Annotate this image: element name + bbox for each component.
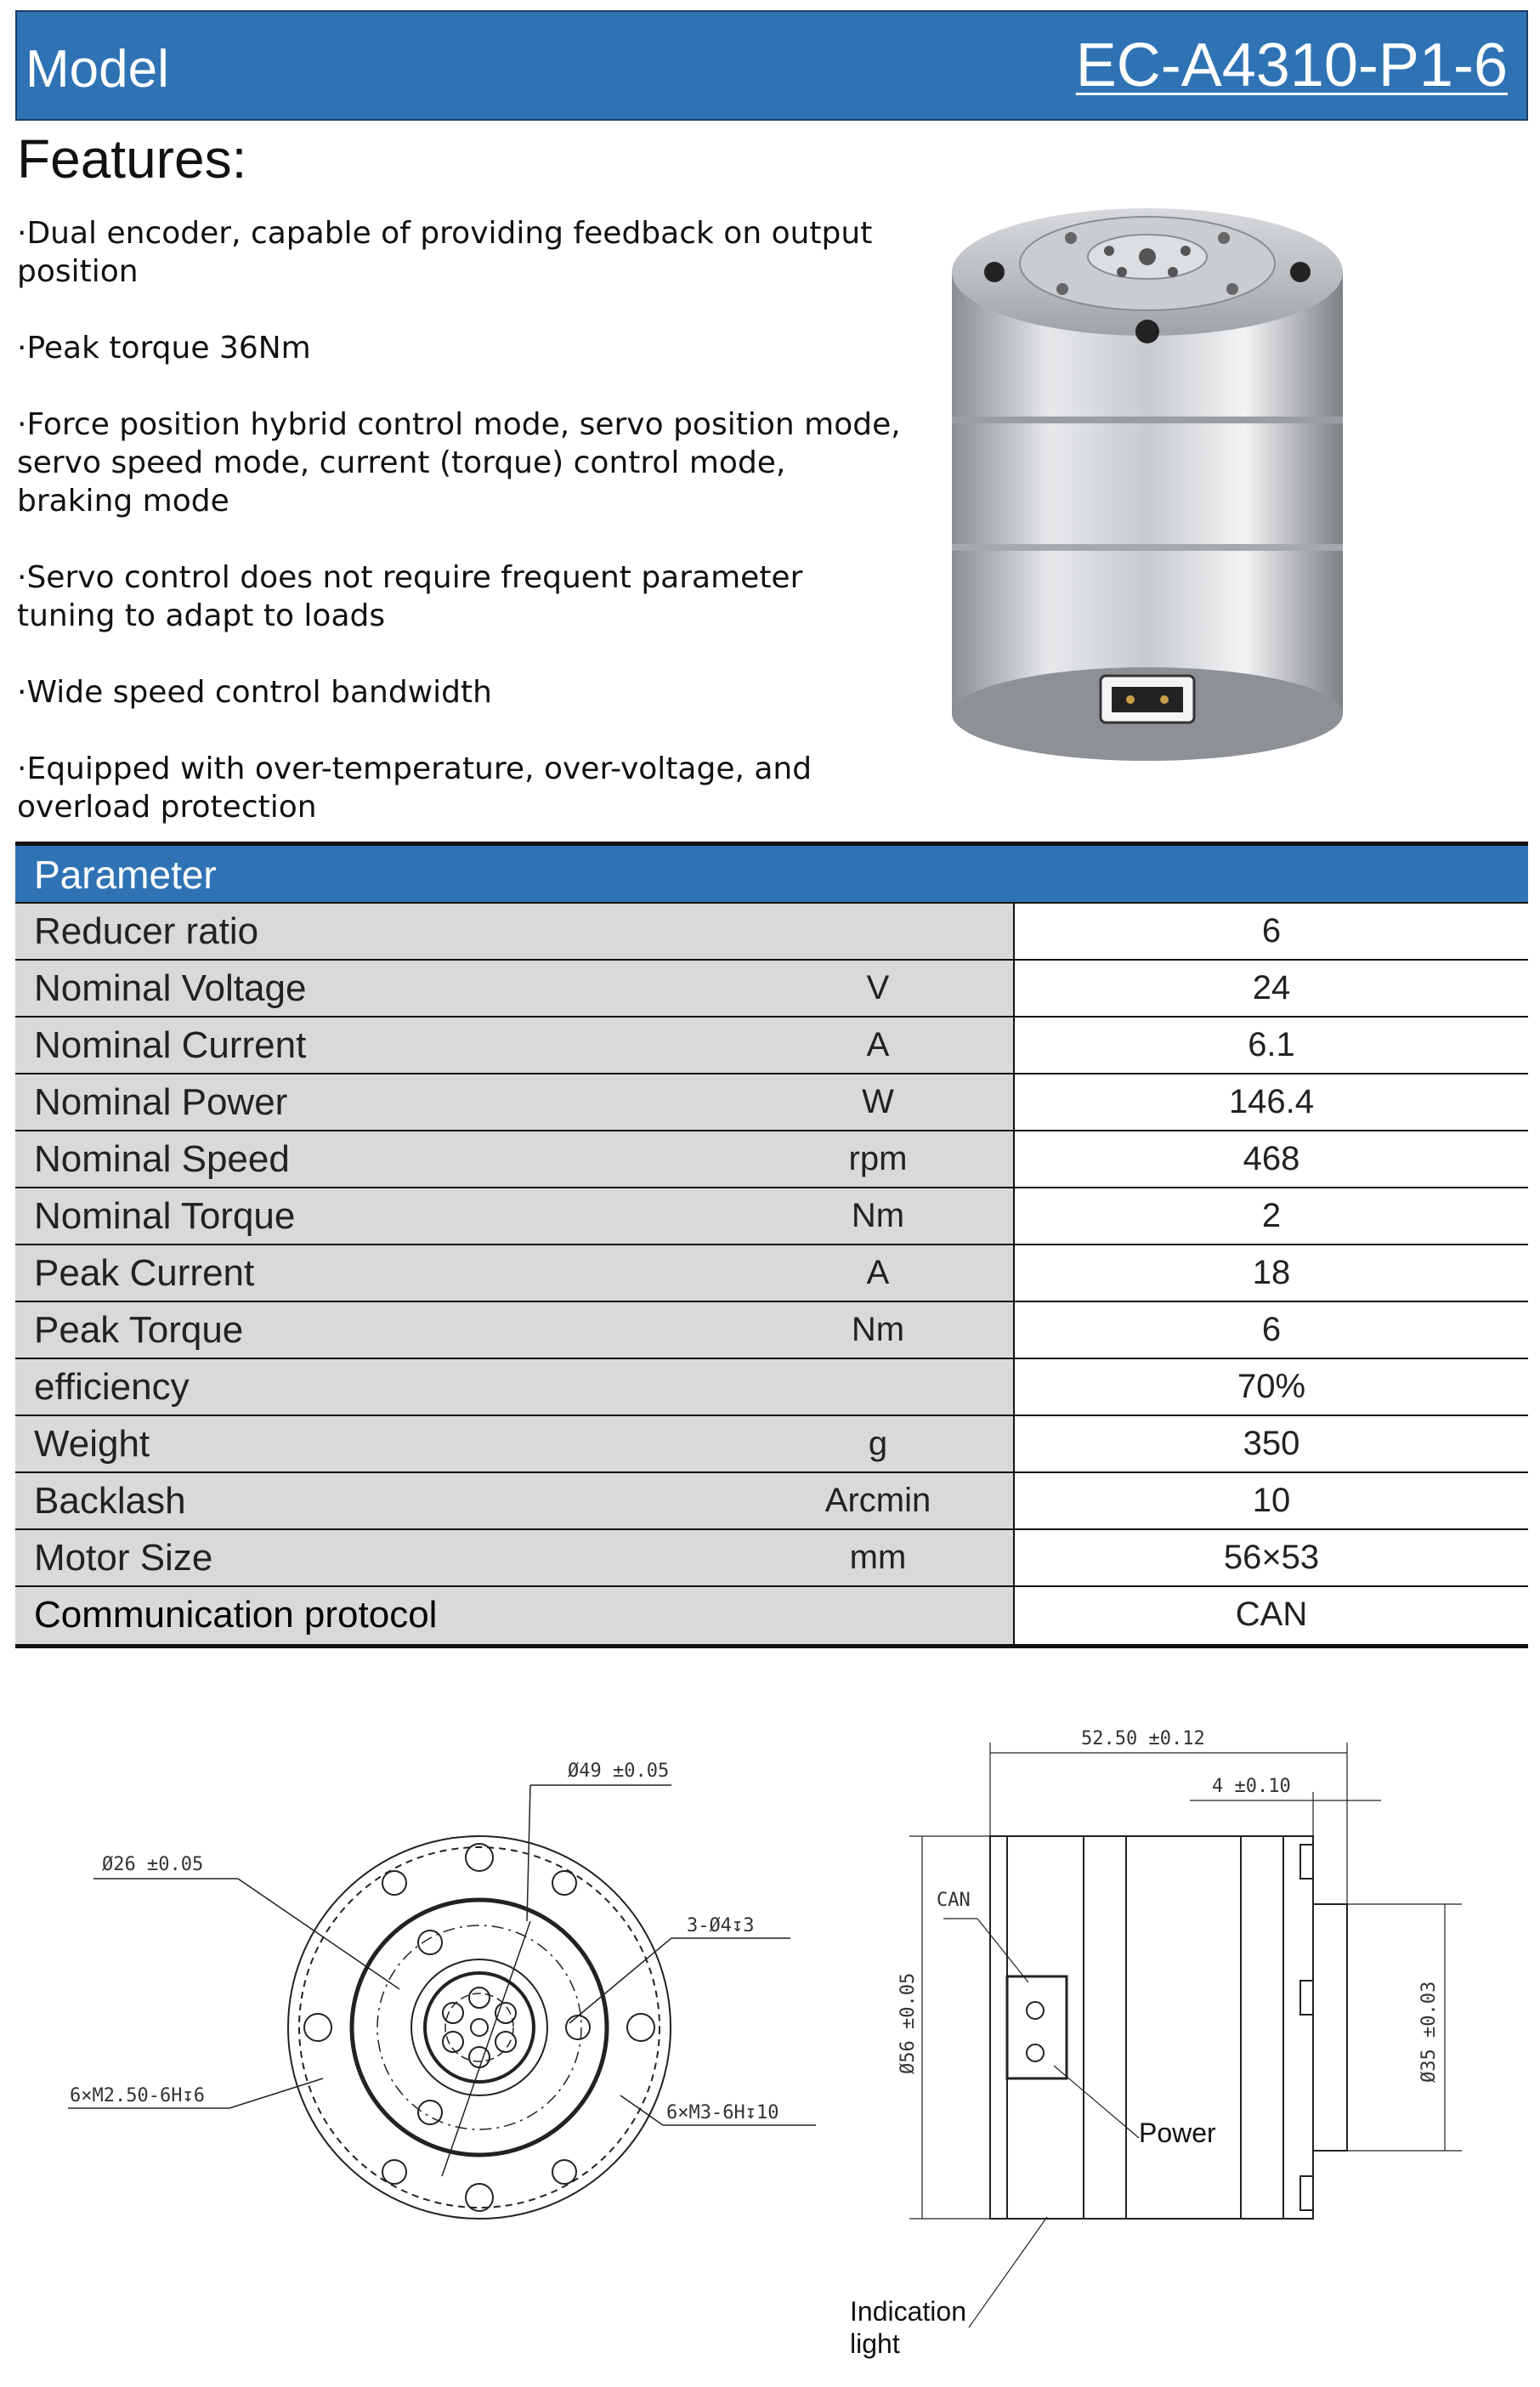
dim-length: 52.50 ±0.12 (1081, 1728, 1205, 1749)
param-name: Nominal Current (34, 1024, 307, 1066)
table-row (15, 1587, 1528, 1644)
param-value: 6 (1261, 912, 1282, 950)
table-row (15, 1074, 1528, 1131)
param-unit: A (866, 1254, 890, 1291)
label-indication-light: light (850, 2328, 900, 2359)
feature-item: ·Dual encoder, capable of providing feedback on output position (17, 216, 873, 289)
table-row (15, 1416, 1528, 1473)
param-value: 70% (1237, 1368, 1306, 1405)
parameter-table (15, 842, 1528, 1648)
dim-holes-c: 6×M3-6H↧10 (666, 2102, 779, 2123)
feature-item: ·Peak torque 36Nm (17, 331, 311, 366)
param-unit: mm (849, 1539, 907, 1576)
param-value: 146.4 (1228, 1083, 1315, 1120)
dim-inner-diameter: Ø26 ±0.05 (102, 1854, 204, 1875)
model-header-bar (15, 10, 1528, 121)
param-value: CAN (1235, 1596, 1308, 1633)
param-name: Nominal Voltage (34, 967, 307, 1009)
param-unit: A (866, 1026, 890, 1063)
table-row (15, 1302, 1528, 1359)
param-name: efficiency (34, 1366, 190, 1408)
dim-step: 4 ±0.10 (1212, 1776, 1291, 1797)
param-name: Nominal Power (34, 1081, 288, 1123)
param-unit: Nm (851, 1311, 905, 1348)
param-value: 2 (1261, 1197, 1282, 1234)
param-unit: rpm (848, 1140, 908, 1177)
param-name: Motor Size (34, 1537, 213, 1579)
label-can: CAN (937, 1890, 971, 1911)
param-name: Weight (34, 1423, 150, 1465)
table-row (15, 1131, 1528, 1188)
table-row (15, 1530, 1528, 1587)
front-view-drawing (68, 1785, 816, 2219)
param-unit: W (862, 1083, 894, 1120)
dim-holes-b: 6×M2.50-6H↧6 (70, 2085, 205, 2106)
dim-outer-diameter: Ø49 ±0.05 (568, 1760, 670, 1782)
table-row (15, 961, 1528, 1018)
table-row (15, 1018, 1528, 1074)
param-name: Reducer ratio (34, 910, 259, 952)
param-value: 10 (1252, 1482, 1291, 1519)
param-value: 6.1 (1248, 1026, 1295, 1063)
param-value: 6 (1261, 1311, 1282, 1348)
table-row (15, 1245, 1528, 1302)
param-name: Nominal Torque (34, 1195, 296, 1237)
param-value: 350 (1243, 1425, 1300, 1462)
param-unit: Nm (851, 1197, 905, 1234)
param-value: 18 (1252, 1254, 1291, 1291)
param-unit: g (868, 1425, 888, 1462)
param-name: Peak Current (34, 1252, 255, 1294)
param-name: Peak Torque (34, 1309, 244, 1351)
param-name: Backlash (34, 1480, 186, 1522)
model-number: EC-A4310-P1-6 (1075, 31, 1508, 99)
feature-item: ·Force position hybrid control mode, servo position mode, servo speed mode, current (torque) control mode, braking mode (17, 407, 901, 519)
feature-item: ·Wide speed control bandwidth (17, 675, 492, 710)
feature-item: ·Equipped with over-temperature, over-voltage, and overload protection (17, 751, 812, 825)
dim-shaft-diameter: Ø35 ±0.03 (1418, 1981, 1440, 2083)
table-row (15, 1473, 1528, 1530)
feature-item: ·Servo control does not require frequent parameter tuning to adapt to loads (17, 560, 803, 633)
technical-drawings (0, 1666, 1540, 2387)
param-value: 468 (1243, 1140, 1300, 1177)
param-name: Communication protocol (34, 1594, 438, 1636)
side-view-drawing (909, 1743, 1462, 2327)
param-unit: Arcmin (824, 1482, 931, 1519)
param-unit: V (866, 969, 890, 1006)
label-indication: Indication (850, 2296, 966, 2327)
table-row (15, 1359, 1528, 1416)
label-power: Power (1139, 2118, 1216, 2148)
table-row (15, 904, 1528, 961)
param-value: 24 (1252, 969, 1291, 1006)
parameter-table-header: Parameter (15, 846, 1528, 904)
model-label: Model (25, 40, 169, 99)
table-row (15, 1188, 1528, 1245)
motor-product-image (918, 204, 1377, 765)
features-title: Features: (17, 128, 247, 190)
dim-holes-a: 3-Ø4↧3 (687, 1915, 755, 1936)
param-value: 56×53 (1223, 1539, 1320, 1576)
param-name: Nominal Speed (34, 1138, 290, 1180)
feature-list (17, 214, 901, 865)
dim-diameter: Ø56 ±0.05 (897, 1972, 919, 2074)
